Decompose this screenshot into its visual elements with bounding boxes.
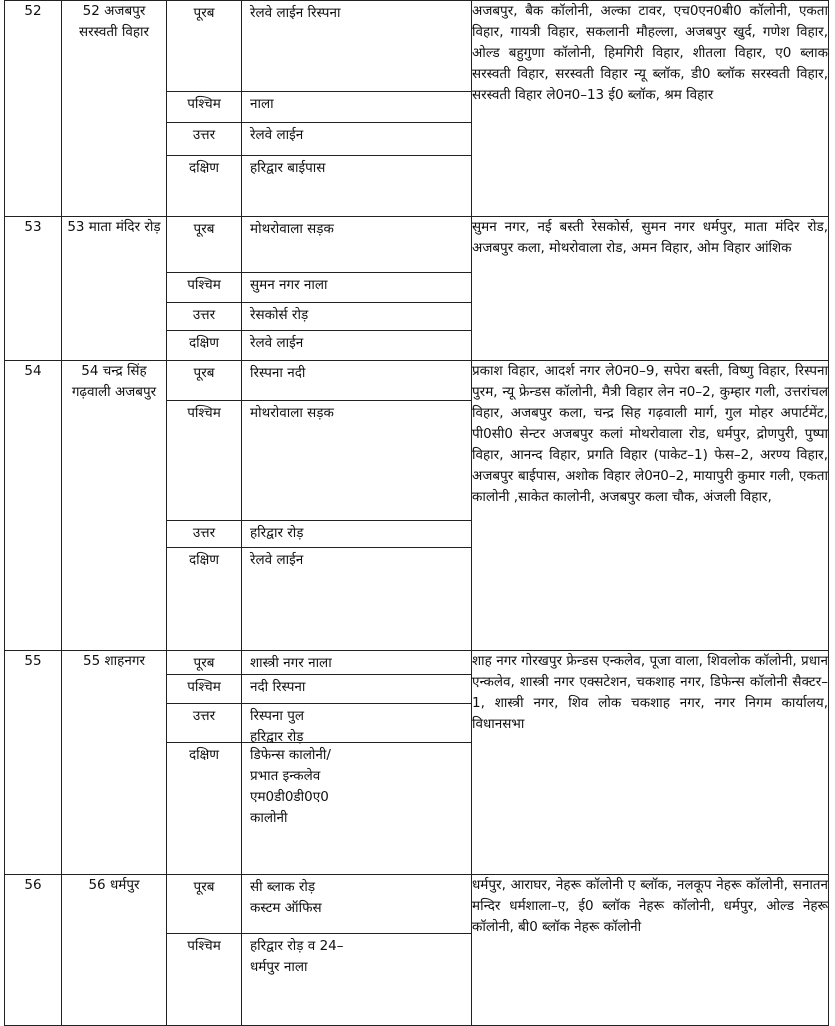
ward-number: 55 — [5, 651, 62, 875]
boundary-value: रेलवे लाईन — [250, 552, 304, 568]
boundary-row — [167, 123, 471, 156]
ward-name: 53 माता मंदिर रोड़ — [62, 217, 167, 361]
ward-row — [5, 875, 829, 1026]
boundary-cell — [167, 217, 472, 361]
boundary-direction: दक्षिण — [167, 156, 242, 216]
boundary-cell — [167, 361, 472, 651]
ward-areas: अजबपुर, बैक कॉलोनी, अल्का टावर, एच0एन0बी0 कॉलोनी, एकता विहार, गायत्री विहार, सकलानी मौहल्ला, अजबपुर खुर्द, गणेश विहार, ओल्ड बहुगुणा कॉलोनी, हिमगिरी विहार, शीतला विहार, ए0 ब्लाक सरस्वती विहार, सरस्वती विहार न्यू ब्लॉक, डी0 ब्लॉक सरस्वती विहार, सरस्वती विहार ले0न0–13 ई0 ब्लॉक, श्रम विहार — [472, 1, 829, 217]
boundary-value: हरिद्वार रोड़ व 24– धर्मपुर नाला — [250, 938, 344, 975]
boundary-row — [167, 217, 471, 273]
boundary-direction: पश्चिम — [167, 675, 242, 703]
boundary-value: रेसकोर्स रोड़ — [250, 307, 309, 323]
boundary-direction: पूरब — [167, 217, 242, 272]
boundary-value: नदी रिस्पना — [250, 679, 306, 695]
ward-number: 56 — [5, 875, 62, 1026]
boundary-direction: पूरब — [167, 361, 242, 400]
boundary-value: मोथरोवाला सड़क — [250, 221, 334, 237]
ward-number: 53 — [5, 217, 62, 361]
boundary-value: हरिद्वार रोड़ — [250, 525, 304, 541]
boundary-row — [167, 548, 471, 650]
boundary-value: नाला — [250, 96, 274, 112]
boundary-value: रिस्पना पुल हरिद्वार रोड़ — [250, 708, 305, 745]
boundary-cell — [167, 1, 472, 217]
boundary-direction: उत्तर — [167, 704, 242, 742]
boundary-list — [167, 361, 471, 650]
boundary-row — [167, 875, 471, 934]
boundary-direction: उत्तर — [167, 303, 242, 330]
ward-row — [5, 361, 829, 651]
boundary-value: डिफेन्स कालोनी/ प्रभात इन्कलेव एम0डी0डी0ए0 कालोनी — [250, 747, 331, 826]
ward-row — [5, 1, 829, 217]
boundary-cell — [167, 651, 472, 875]
boundary-row — [167, 675, 471, 704]
boundary-row — [167, 401, 471, 521]
ward-number: 52 — [5, 1, 62, 217]
ward-name: 55 शाहनगर — [62, 651, 167, 875]
ward-row — [5, 651, 829, 875]
boundary-row — [167, 1, 471, 92]
wards-table — [4, 0, 829, 1026]
boundary-value: रेलवे लाईन — [250, 127, 304, 143]
boundary-row — [167, 331, 471, 360]
boundary-row — [167, 934, 471, 1025]
boundary-direction: पूरब — [167, 651, 242, 674]
boundary-value: हरिद्वार बाईपास — [250, 160, 326, 176]
boundary-row — [167, 521, 471, 548]
boundary-row — [167, 361, 471, 401]
boundary-row — [167, 156, 471, 216]
boundary-direction: पूरब — [167, 875, 242, 933]
boundary-list — [167, 651, 471, 874]
ward-areas: सुमन नगर, नई बस्ती रेसकोर्स, सुमन नगर धर्मपुर, माता मंदिर रोड, अजबपुर कला, मोथरोवाला रोड, अमन विहार, ओम विहार आंशिक — [472, 217, 829, 361]
boundary-direction: पश्चिम — [167, 934, 242, 1025]
ward-name: 52 अजबपुर सरस्वती विहार — [62, 1, 167, 217]
boundary-direction: पश्चिम — [167, 92, 242, 122]
boundary-direction: दक्षिण — [167, 548, 242, 650]
boundary-row — [167, 303, 471, 331]
boundary-row — [167, 92, 471, 123]
boundary-direction: दक्षिण — [167, 743, 242, 874]
ward-number: 54 — [5, 361, 62, 651]
boundary-direction: पश्चिम — [167, 273, 242, 302]
boundary-value: शास्त्री नगर नाला — [250, 655, 332, 671]
boundary-value: मोथरोवाला सड़क — [250, 405, 334, 421]
boundary-list — [167, 1, 471, 216]
boundary-value: रेलवे लाईन रिस्पना — [250, 5, 341, 21]
boundary-row — [167, 704, 471, 743]
boundary-list — [167, 217, 471, 360]
boundary-list — [167, 875, 471, 1025]
ward-name: 54 चन्द्र सिंह गढ़वाली अजबपुर — [62, 361, 167, 651]
boundary-row — [167, 273, 471, 303]
boundary-direction: पूरब — [167, 1, 242, 91]
boundary-direction: पश्चिम — [167, 401, 242, 520]
boundary-direction: उत्तर — [167, 123, 242, 155]
ward-areas: धर्मपुर, आराघर, नेहरू कॉलोनी ए ब्लॉक, नलकूप नेहरू कॉलोनी, सनातन मन्दिर धर्मशाला–ए, ई0 ब्लॉक नेहरू कॉलोनी, धर्मपुर, ओल्ड नेहरू कॉलोनी, बी0 ब्लॉक नेहरू कॉलोनी — [472, 875, 829, 1026]
boundary-direction: दक्षिण — [167, 331, 242, 360]
ward-areas: प्रकाश विहार, आदर्श नगर ले0न0–9, सपेरा बस्ती, विष्णु विहार, रिस्पना पुरम, न्यू फ्रेन्डस कॉलोनी, मैत्री विहार लेन न0–2, कुम्हार गली, उत्तरांचल विहार, अजबपुर कला, चन्द्र सिह गढ़वाली मार्ग, गुल मोहर अपार्टमेंट, पी0सी0 सेन्टर अजबपुर कलां मोथरोवाला रोड, धर्मपुर, द्रोणपुरी, पुष्पा विहार, आनन्द विहार, प्रगति विहार (पाकेट–1) फेस–2, अरण्य विहार, अजबपुर बाईपास, अशोक विहार ले0न0–2, मायापुरी कुमार गली, एकता कालोनी ,साकेत कालोनी, अजबपुर कला चौक, अंजली विहार, — [472, 361, 829, 651]
ward-areas: शाह नगर गोरखपुर फ्रेन्डस एन्कलेव, पूजा वाला, शिवलोक कॉलोनी, प्रधान एन्कलेव, शास्त्री नगर एक्सटेशन, चकशाह नगर, डिफेन्स कॉलोनी सैक्टर–1, शास्त्री नगर, शिव लोक चकशाह नगर, नगर निगम कार्यालय, विधानसभा — [472, 651, 829, 875]
boundary-value: सुमन नगर नाला — [250, 277, 328, 293]
ward-row — [5, 217, 829, 361]
boundary-cell — [167, 875, 472, 1026]
boundary-row — [167, 743, 471, 874]
ward-name: 56 धर्मपुर — [62, 875, 167, 1026]
boundary-row — [167, 651, 471, 675]
boundary-direction: उत्तर — [167, 521, 242, 547]
boundary-value: सी ब्लाक रोड़ कस्टम ऑफिस — [250, 879, 322, 916]
boundary-value: रिस्पना नदी — [250, 365, 306, 381]
boundary-value: रेलवे लाईन — [250, 335, 304, 351]
